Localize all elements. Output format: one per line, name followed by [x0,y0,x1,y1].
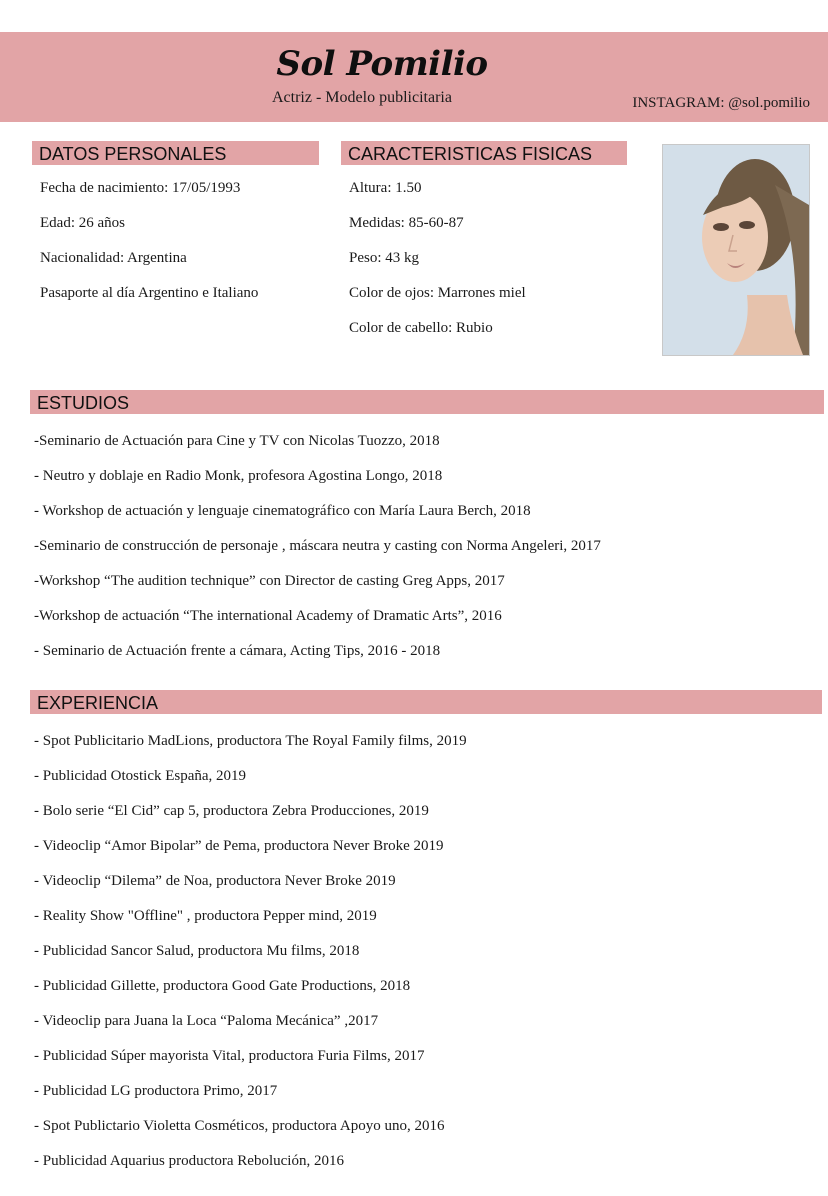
list-item: - Neutro y doblaje en Radio Monk, profesora Agostina Longo, 2018 [34,468,443,484]
list-item: - Publicidad Gillette, productora Good Gate Productions, 2018 [34,978,411,994]
list-item: - Workshop de actuación y lenguaje cinematográfico con María Laura Berch, 2018 [34,503,531,519]
section-heading-studies: ESTUDIOS [30,390,824,414]
list-item: - Videoclip para Juana la Loca “Paloma Mecánica” ,2017 [34,1013,379,1029]
list-item: - Publicidad Súper mayorista Vital, productora Furia Films, 2017 [34,1048,425,1064]
section-heading-personal: DATOS PERSONALES [32,141,319,165]
physical-hair-color: Color de cabello: Rubio [349,320,493,336]
list-item: - Publicidad Aquarius productora Rebolución, 2016 [34,1153,344,1169]
list-item: - Publicidad LG productora Primo, 2017 [34,1083,278,1099]
personal-age: Edad: 26 años [40,215,125,231]
physical-measurements: Medidas: 85-60-87 [349,215,464,231]
list-item: - Spot Publicitario MadLions, productora The Royal Family films, 2019 [34,733,467,749]
list-item: - Videoclip “Amor Bipolar” de Pema, productora Never Broke 2019 [34,838,444,854]
list-item: - Reality Show "Offline" , productora Pepper mind, 2019 [34,908,377,924]
list-item: - Seminario de Actuación frente a cámara, Acting Tips, 2016 - 2018 [34,643,441,659]
list-item: - Bolo serie “El Cid” cap 5, productora Zebra Producciones, 2019 [34,803,429,819]
subtitle: Actriz - Modelo publicitaria [272,89,452,106]
list-item: - Spot Publictario Violetta Cosméticos, productora Apoyo uno, 2016 [34,1118,445,1134]
list-item: -Workshop “The audition technique” con Director de casting Greg Apps, 2017 [34,573,505,589]
studies-list [34,430,814,675]
list-item: - Publicidad Otostick España, 2019 [34,768,247,784]
profile-photo [662,144,810,356]
list-item: - Videoclip “Dilema” de Noa, productora Never Broke 2019 [34,873,396,889]
list-item: -Seminario de Actuación para Cine y TV con Nicolas Tuozzo, 2018 [34,433,440,449]
instagram-handle: INSTAGRAM: @sol.pomilio [632,95,810,111]
personal-nationality: Nacionalidad: Argentina [40,250,187,266]
physical-eye-color: Color de ojos: Marrones miel [349,285,526,301]
physical-height: Altura: 1.50 [349,180,422,196]
list-item: -Seminario de construcción de personaje , máscara neutra y casting con Norma Angeleri, 2017 [34,538,601,554]
portrait-illustration [663,145,809,355]
experience-list [34,730,814,1185]
page-title: Sol Pomilio [276,44,488,84]
physical-weight: Peso: 43 kg [349,250,420,266]
list-item: -Workshop de actuación “The international Academy of Dramatic Arts”, 2016 [34,608,502,624]
personal-birthdate: Fecha de nacimiento: 17/05/1993 [40,180,241,196]
personal-passport: Pasaporte al día Argentino e Italiano [40,285,259,301]
section-heading-experience: EXPERIENCIA [30,690,822,714]
list-item: - Publicidad Sancor Salud, productora Mu films, 2018 [34,943,360,959]
section-heading-physical: CARACTERISTICAS FISICAS [341,141,627,165]
